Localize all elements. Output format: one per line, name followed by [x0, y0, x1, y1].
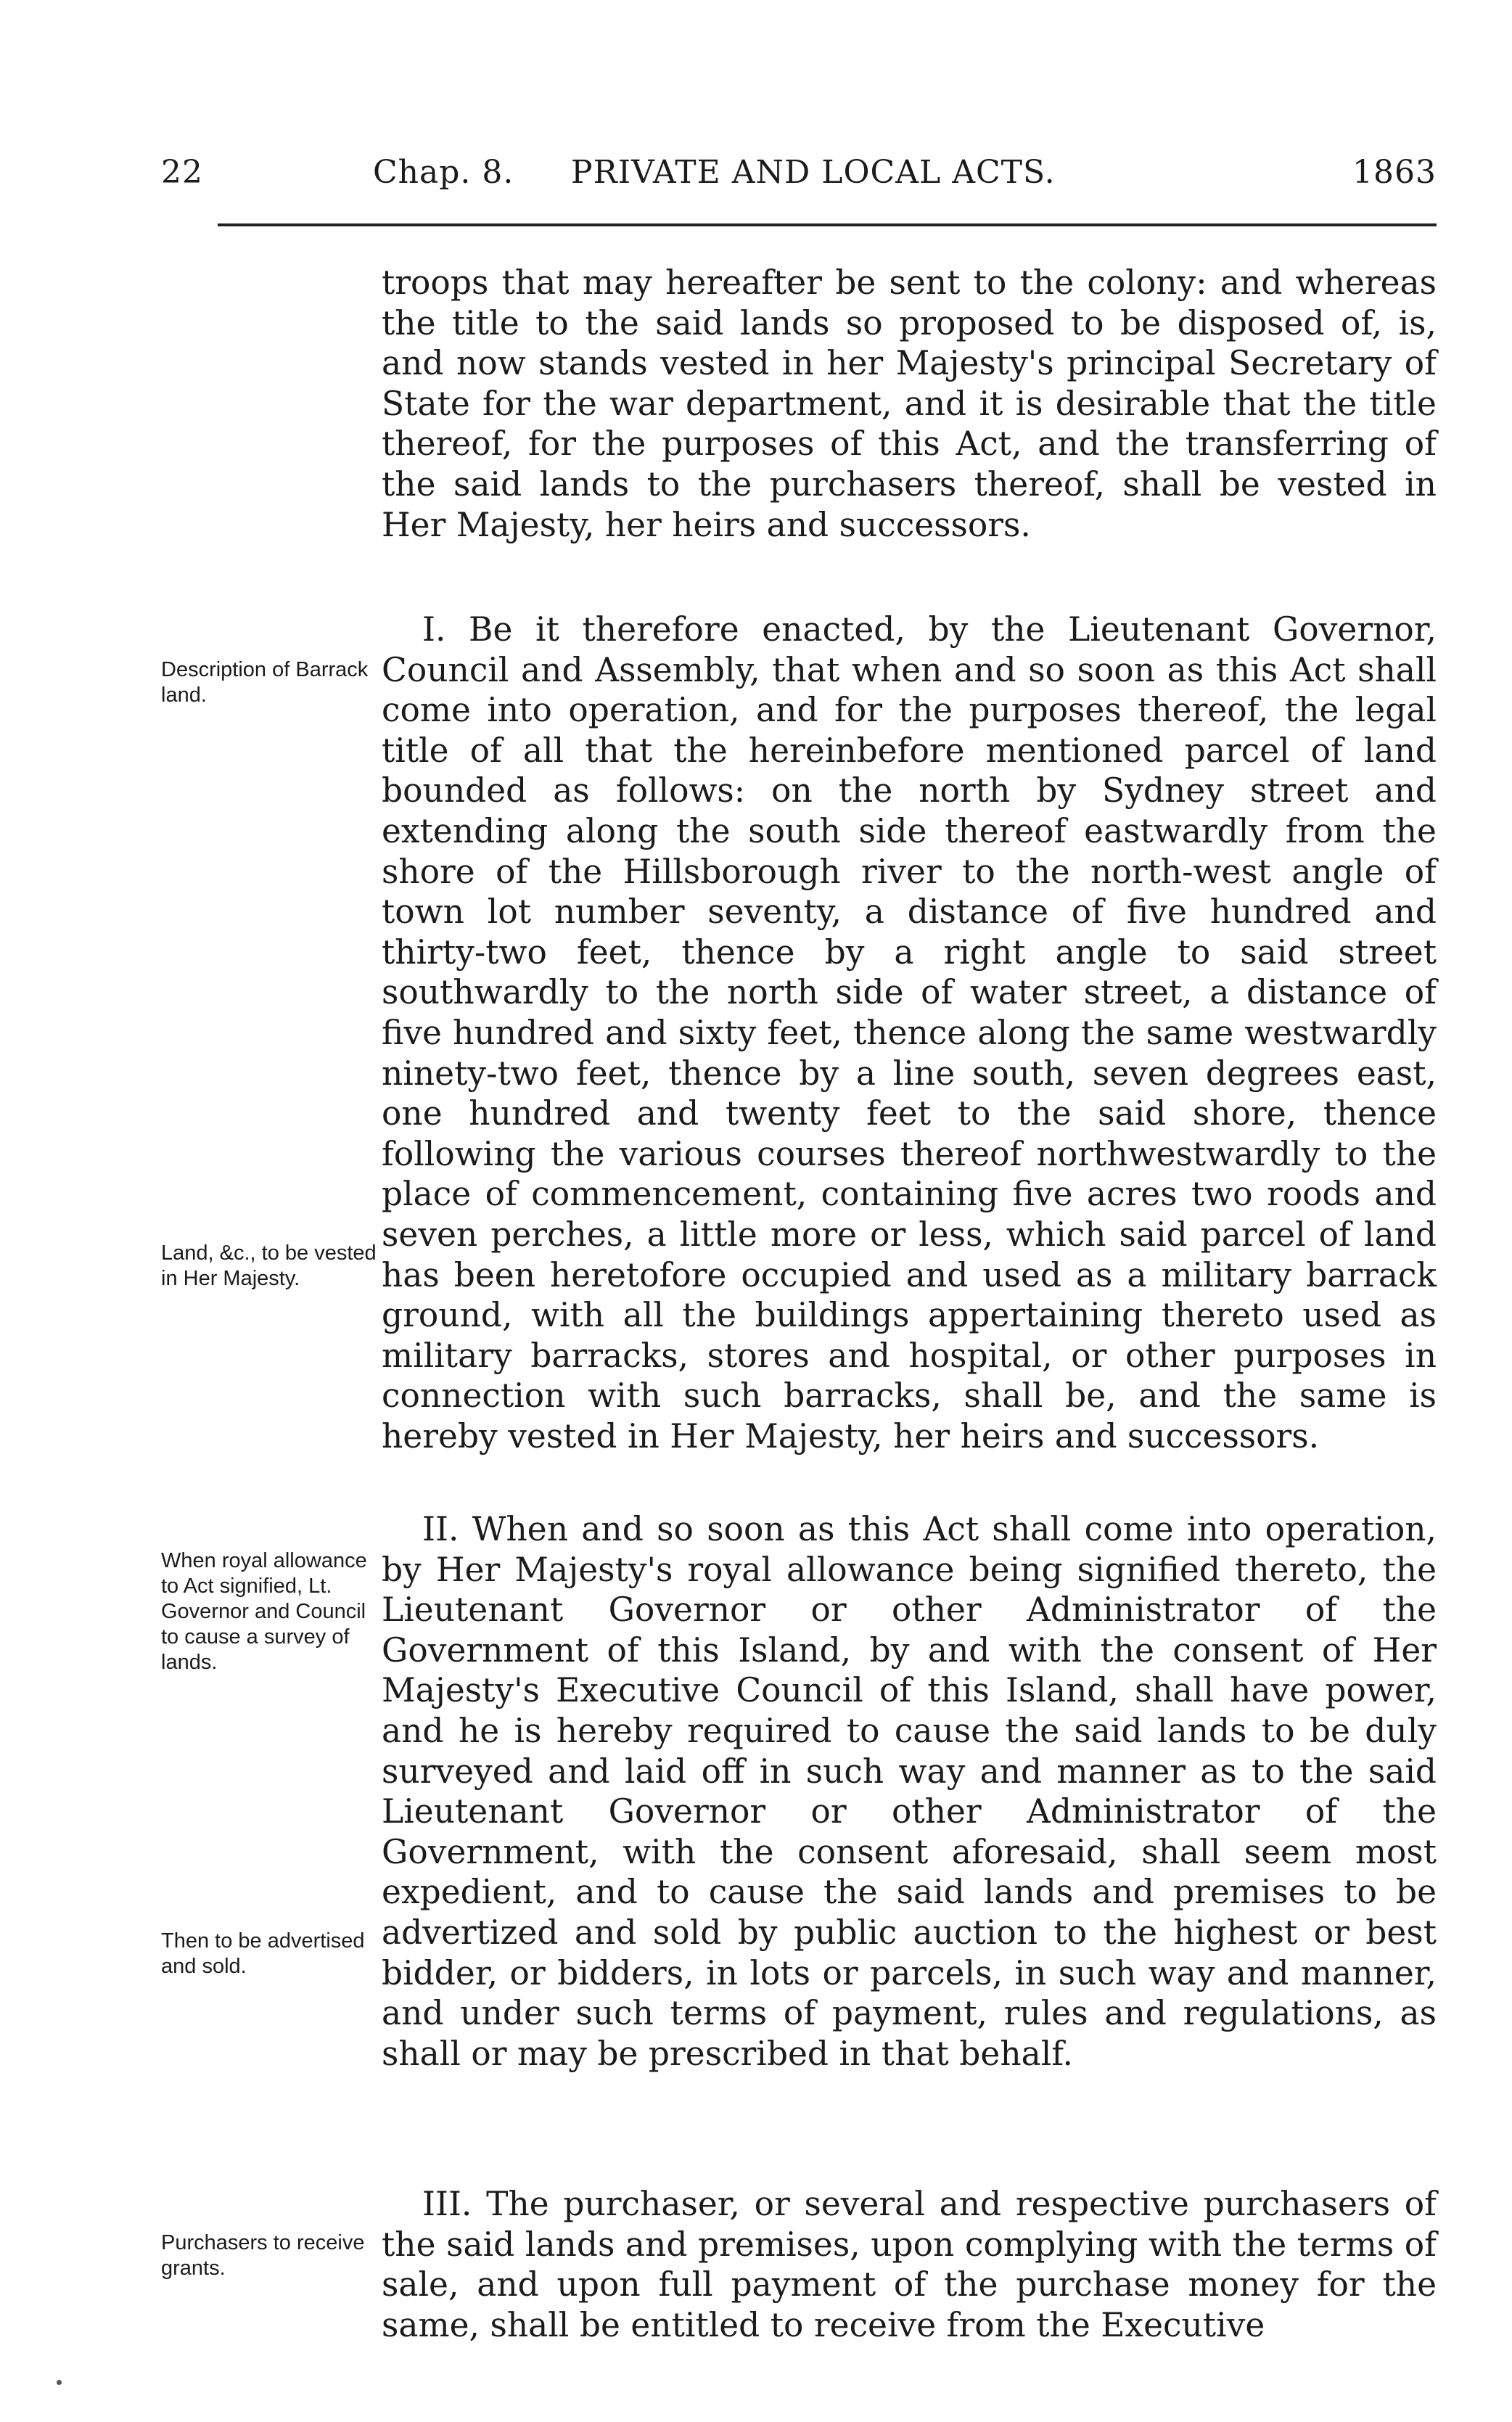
sidenote-royal-allowance: When royal allowance to Act signified, Lt. Governor and Council to cause a survey of lands. — [161, 1549, 367, 1674]
page-speck — [57, 2380, 62, 2385]
sidenote-description-of-barrack-land: Description of Barrack land. — [161, 658, 369, 707]
sidenote-advertised-and-sold: Then to be advertised and sold. — [161, 1929, 365, 1978]
header-title: PRIVATE AND LOCAL ACTS. — [571, 154, 1056, 191]
section-1-paragraph: I. Be it therefore enacted, by the Lieutenant Governor, Council and Assembly, that when and so soon as this Act shall come into operation, and for the purposes thereof, the legal title of all that the hereinbefore mentioned parcel of land bounded as follows: on the north by Sydney street and extending along the south side thereof eastwardly from the shore of the Hillsborough river to the north-west angle of town lot number seventy, a distance of five hundred and thirty-two feet, thence by a right angle to said street southwardly to the north side of water street, a distance of five hundred and sixty feet, thence along the same westwardly ninety-two feet, thence by a line south, seven degrees east, one hundred and twenty feet to the said shore, thence following the various courses thereof northwestwardly to the place of commencement, containing five acres two roods and seven perches, a little more or less, which said parcel of land has been heretofore occupied and used as a military barrack ground, with all the buildings appertaining thereto used as military barracks, stores and hospital, or other purposes in connection with such barracks, shall be, and the same is hereby vested in Her Majesty, her heirs and successors. — [382, 610, 1437, 1456]
section-2-paragraph: II. When and so soon as this Act shall come into operation, by Her Majesty's royal allowance being signified thereto, the Lieutenant Governor or other Administrator of the Government of this Island, by and with the consent of Her Majesty's Executive Council of this Island, shall have power, and he is hereby required to cause the said lands to be duly surveyed and laid off in such way and manner as to the said Lieutenant Governor or other Administrator of the Government, with the consent aforesaid, shall seem most expedient, and to cause the said lands and premises to be advertized and sold by public auction to the highest or best bidder, or bidders, in lots or parcels, in such way and manner, and under such terms of payment, rules and regulations, as shall or may be prescribed in that behalf. — [382, 1510, 1437, 2073]
running-header — [161, 154, 1437, 200]
page-number: 22 — [161, 154, 203, 191]
section-3-paragraph: III. The purchaser, or several and respective purchasers of the said lands and premises, upon complying with the terms of sale, and upon full payment of the purchase money for the same, shall be entitled to receive from the Executive — [382, 2185, 1437, 2344]
preamble-paragraph: troops that may hereafter be sent to the colony: and whereas the title to the said lands so proposed to be disposed of, is, and now stands vested in her Majesty's principal Secretary of State for the war department, and it is desirable that the title thereof, for the purposes of this Act, and the transferring of the said lands to the purchasers thereof, shall be vested in Her Majesty, her heirs and successors. — [382, 263, 1437, 544]
sidenote-purchasers-receive-grants: Purchasers to receive grants. — [161, 2231, 365, 2280]
header-rule — [218, 223, 1437, 226]
sidenote-land-vested: Land, &c., to be vested in Her Majesty. — [161, 1241, 377, 1290]
header-year: 1863 — [1352, 154, 1437, 191]
chapter-label: Chap. 8. — [373, 154, 514, 191]
